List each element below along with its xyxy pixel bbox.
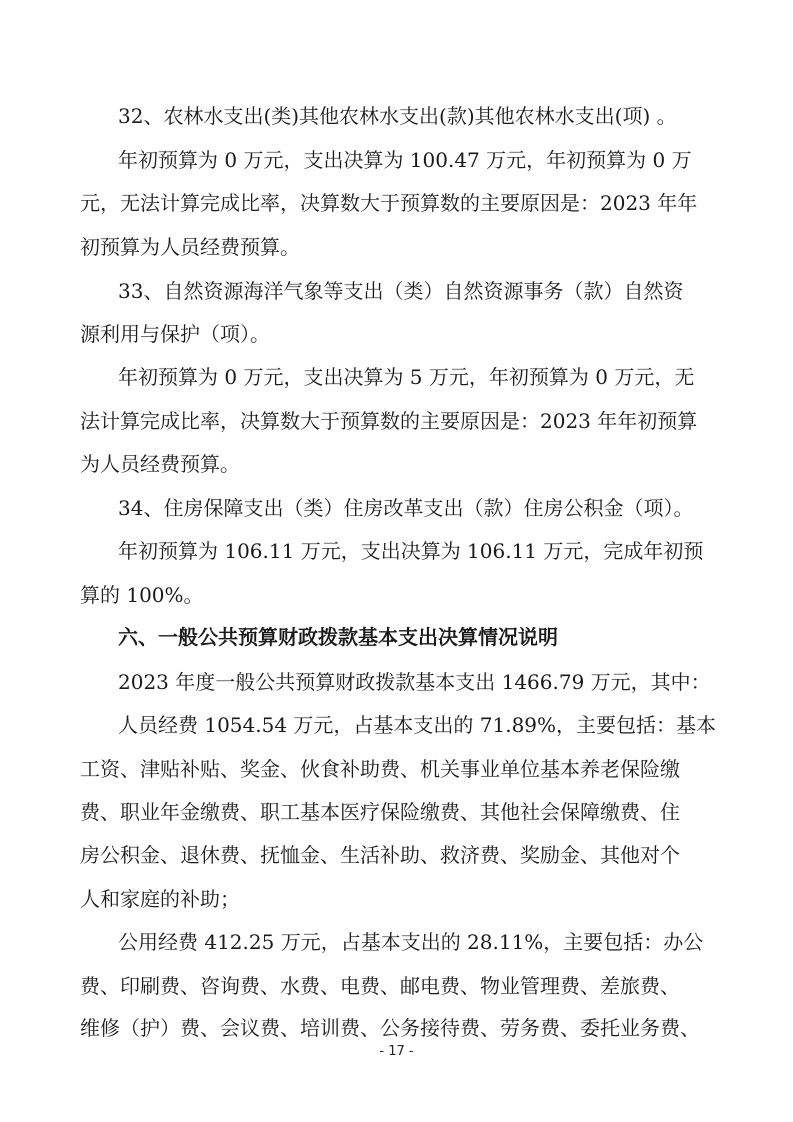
item-33-line-3: 为人员经费预算。 xyxy=(80,452,240,476)
item-32-line-1: 年初预算为 0 万元，支出决算为 100.47 万元，年初预算为 0 万 xyxy=(118,148,692,172)
personnel-expense-line-2: 工资、津贴补贴、奖金、伙食补助费、机关事业单位基本养老保险缴 xyxy=(80,757,680,781)
section-6-heading: 六、一般公共预算财政拨款基本支出决算情况说明 xyxy=(118,625,558,649)
item-33-line-2: 法计算完成比率，决算数大于预算数的主要原因是：2023 年年初预算 xyxy=(80,409,698,433)
item-33-title-line-2: 源利用与保护（项）。 xyxy=(80,322,270,346)
public-expense-line-2: 费、印刷费、咨询费、水费、电费、邮电费、物业管理费、差旅费、 xyxy=(80,974,680,998)
item-32-line-3: 初预算为人员经费预算。 xyxy=(80,235,300,259)
item-32-line-2: 元，无法计算完成比率，决算数大于预算数的主要原因是：2023 年年 xyxy=(80,191,698,215)
item-34-title: 34、住房保障支出（类）住房改革支出（款）住房公积金（项）。 xyxy=(118,496,694,520)
personnel-expense-line-3: 费、职业年金缴费、职工基本医疗保险缴费、其他社会保障缴费、住 xyxy=(80,800,680,824)
item-34-line-1: 年初预算为 106.11 万元，支出决算为 106.11 万元，完成年初预 xyxy=(118,539,704,563)
item-33-line-1: 年初预算为 0 万元，支出决算为 5 万元，年初预算为 0 万元，无 xyxy=(118,365,695,389)
section-6-intro: 2023 年度一般公共预算财政拨款基本支出 1466.79 万元，其中： xyxy=(118,670,711,694)
item-32-title: 32、农林水支出(类)其他农林水支出(款)其他农林水支出(项) 。 xyxy=(118,104,677,128)
public-expense-line-3: 维修（护）费、会议费、培训费、公务接待费、劳务费、委托业务费、 xyxy=(80,1016,700,1040)
page-number: - 17 - xyxy=(379,1044,414,1059)
item-34-line-2: 算的 100%。 xyxy=(80,583,204,607)
personnel-expense-line-1: 人员经费 1054.54 万元，占基本支出的 71.89%，主要包括：基本 xyxy=(118,713,717,737)
public-expense-line-1: 公用经费 412.25 万元，占基本支出的 28.11%，主要包括：办公 xyxy=(118,930,704,954)
personnel-expense-line-5: 人和家庭的补助； xyxy=(80,887,240,911)
personnel-expense-line-4: 房公积金、退休费、抚恤金、生活补助、救济费、奖励金、其他对个 xyxy=(80,843,680,867)
item-33-title-line-1: 33、自然资源海洋气象等支出（类）自然资源事务（款）自然资 xyxy=(118,279,684,303)
